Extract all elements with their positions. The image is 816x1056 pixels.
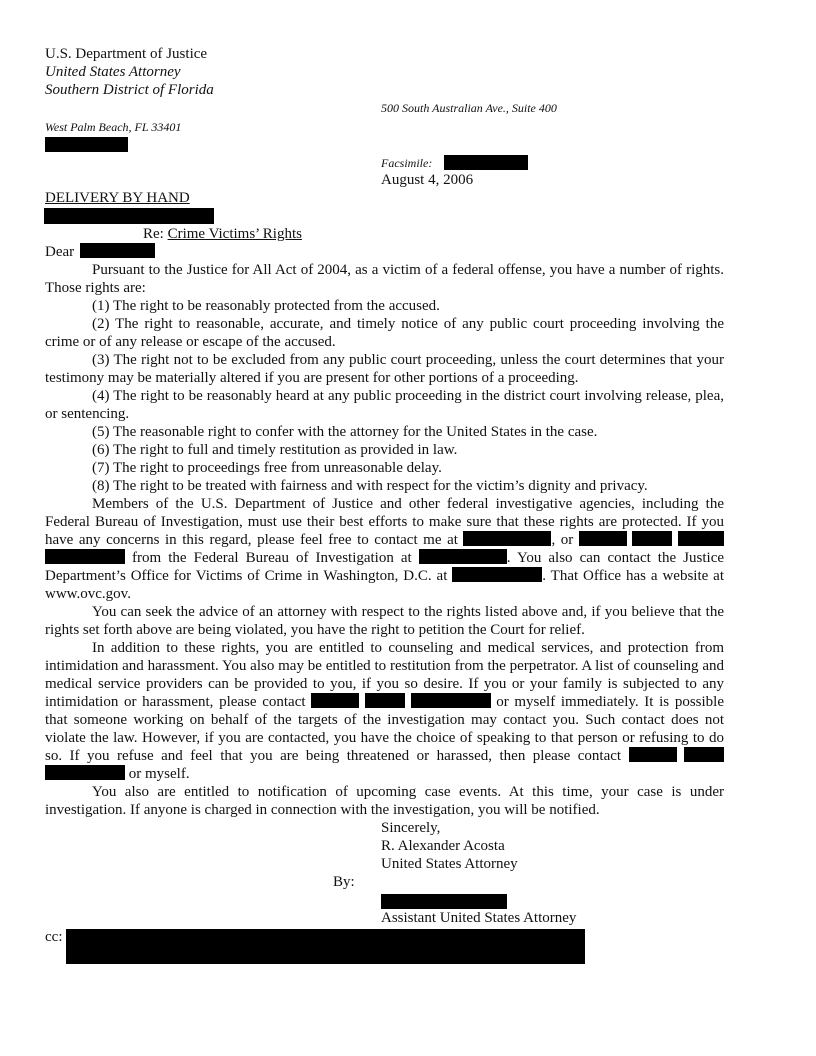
redaction-box [444,155,528,170]
redaction-box [629,747,677,762]
letter-body [45,261,724,819]
services-text-2: or myself immediately. It is possible that someone working on behalf of the targets of the investigation may contact you. Such contact does not violate the law. However, if you are contacted, you have the choice of speaking to that person or refusing to do so. If you refuse and feel that you are being threatened or harassed, then please contact [45,694,724,764]
redaction-box [311,693,359,708]
right-2: (2) The right to reasonable, accurate, and timely notice of any public court proceeding involving the crime or of any release or escape of the accused. [45,316,724,350]
contacts-text-5: . That Office has a website at www.ovc.gov. [45,568,724,602]
paragraph-notification: You also are entitled to notification of upcoming case events. At this time, your case is under investigation. If anyone is charged in connection with the investigation, you will be notified. [45,784,724,818]
ausa-title: Assistant United States Attorney [381,910,577,926]
signatory-name: R. Alexander Acosta [381,838,505,854]
closing-sincerely: Sincerely, [381,820,441,836]
redaction-box [678,531,724,546]
redaction-box [381,894,507,909]
right-5: (5) The reasonable right to confer with the attorney for the United States in the case. [92,424,598,440]
redaction-box [684,747,724,762]
re-line [143,225,302,243]
redaction-box [452,567,542,582]
signatory-title: United States Attorney [381,856,518,872]
right-7: (7) The right to proceedings free from unreasonable delay. [92,460,442,476]
facsimile-label: Facsimile: [381,156,433,170]
paragraph-contacts [45,495,724,603]
letter-date: August 4, 2006 [381,172,474,188]
redaction-box [45,549,125,564]
contacts-text-3: from the Federal Bureau of Investigation at [132,550,412,566]
district-name: Southern District of Florida [45,82,214,98]
salutation-text: Dear [45,244,75,260]
redaction-box [44,208,214,224]
redaction-box [632,531,672,546]
redaction-box [80,243,155,258]
right-3: (3) The right not to be excluded from any public court proceeding, unless the court determines that your testimony may be materially altered if you are present for other portions of a proceeding. [45,352,724,386]
redaction-box [365,693,405,708]
department-name: U.S. Department of Justice [45,46,208,62]
redaction-box [419,549,507,564]
right-8: (8) The right to be treated with fairness and with respect for the victim’s dignity and privacy. [92,478,648,494]
salutation [45,243,155,261]
city-address: West Palm Beach, FL 33401 [45,120,182,134]
paragraph-services [45,639,724,783]
services-text-3: or myself. [128,766,190,782]
redaction-box [45,765,125,780]
right-4: (4) The right to be reasonably heard at any public proceeding in the district court involving release, plea, or sentencing. [45,388,724,422]
redaction-box [66,929,585,964]
street-address: 500 South Australian Ave., Suite 400 [381,101,557,115]
by-label: By: [333,874,355,890]
office-name: United States Attorney [45,64,181,80]
re-subject: Crime Victims’ Rights [167,226,302,242]
redaction-box [411,693,491,708]
contacts-text-2: , or [551,532,574,548]
contacts-text-1: Members of the U.S. Department of Justice and other federal investigative agencies, including the Federal Bureau of Investigation, must use their best efforts to make sure that these rights are protected. If you have any concerns in this regard, please feel free to contact me at [45,496,724,548]
redaction-box [463,531,551,546]
right-1: (1) The right to be reasonably protected from the accused. [92,298,440,314]
paragraph-advice: You can seek the advice of an attorney with respect to the rights listed above and, if you believe that the rights set forth above are being violated, you have the right to petition the Court for relief. [45,604,724,638]
right-6: (6) The right to full and timely restitution as provided in law. [92,442,458,458]
services-text-1: In addition to these rights, you are entitled to counseling and medical services, and protection from intimidation and harassment. You also may be entitled to restitution from the perpetrator. A list of counseling and medical service providers can be provided to you, if you so desire. If you or your family is subjected to any intimidation or harassment, please contact [45,640,724,710]
re-label: Re: [143,226,164,242]
redaction-box [579,531,627,546]
cc-label: cc: [45,929,63,945]
paragraph-intro: Pursuant to the Justice for All Act of 2004, as a victim of a federal offense, you have a number of rights. Those rights are: [45,262,724,296]
contacts-text-4: . You also can contact the Justice Department’s Office for Victims of Crime in Washington, D.C. at [45,550,725,584]
redaction-box [45,137,128,152]
delivery-method: DELIVERY BY HAND [45,190,190,206]
